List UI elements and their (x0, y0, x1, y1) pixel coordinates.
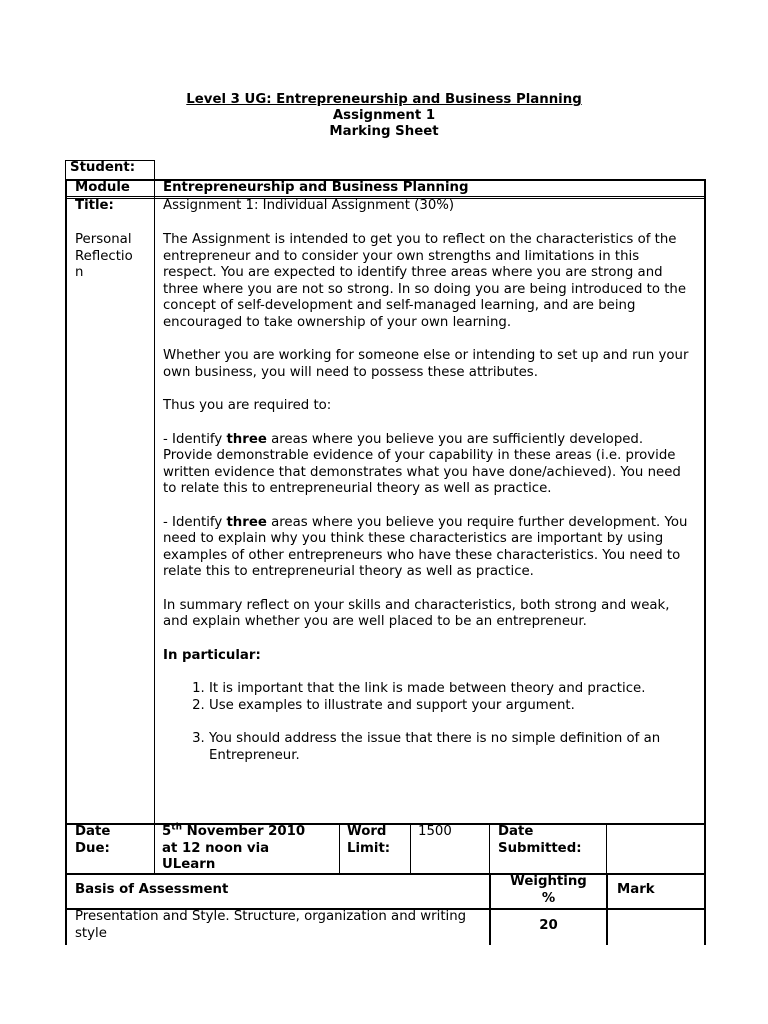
requirement-item: 2. Use examples to illustrate and support your argument. (209, 698, 695, 715)
date-due-label (75, 824, 110, 857)
date-suffix: th (171, 822, 182, 833)
criterion-weight: 20 (539, 918, 558, 933)
instruction-text: areas where you believe you require further development. You need to explain why you think these characteristics are important by using examples of other entrepreneurs who have these characteristics. You need to relate this to entrepreneurial theory as well as practice. (163, 514, 688, 579)
reflection-label-line: Personal (75, 232, 132, 247)
assessment-col-div-2 (606, 873, 608, 945)
title-label: Title: (75, 198, 114, 213)
instruction-prefix: - Identify (163, 431, 227, 447)
due-col-div-2 (339, 823, 340, 875)
due-col-div-3 (410, 823, 411, 875)
reflection-label-line: Reflectio (75, 248, 133, 264)
word-limit-label-line: Word (347, 824, 387, 839)
strengths-instruction (163, 432, 695, 498)
instruction-emphasis: three (226, 431, 267, 447)
weighting-header (491, 874, 606, 907)
date-submitted-label-line: Date (498, 824, 534, 839)
date-due-line: at 12 noon via (162, 840, 270, 856)
requirements-list (163, 681, 695, 764)
course-title: Level 3 UG: Entrepreneurship and Business Planning (186, 92, 582, 107)
reflection-content (163, 232, 695, 764)
mark-header: Mark (617, 882, 655, 897)
student-label: Student: (70, 160, 136, 175)
basis-of-assessment-header: Basis of Assessment (75, 882, 229, 897)
due-col-div-5 (606, 823, 607, 875)
document-header (0, 92, 768, 140)
instruction-emphasis: three (226, 514, 267, 530)
development-instruction (163, 515, 695, 581)
reflection-paragraph: Thus you are required to: (163, 398, 332, 413)
date-due-label-line: Due: (75, 840, 110, 856)
date-month-year: November 2010 (181, 824, 306, 839)
assignment-title: Assignment 1 (332, 108, 436, 123)
date-due-value (162, 824, 305, 874)
instruction-text: areas where you believe you are sufficiently developed. Provide demonstrable evidence of your capability in these areas (i.e. provide written evidence that demonstrates what you have done/achieved). You need to relate this to entrepreneurial theory as well as practice. (163, 431, 681, 496)
in-particular-heading: In particular: (163, 647, 261, 663)
word-limit-label-line: Limit: (347, 840, 391, 856)
criterion-text: Presentation and Style. Structure, organization and writing style (75, 909, 467, 941)
date-submitted-label (498, 824, 582, 857)
reflection-paragraph: The Assignment is intended to get you to reflect on the characteristics of the entrepreneur and to consider your own strengths and limitations in this respect. You are expected to identify three areas where you are strong and three where you are not so strong. In so doing you are being introduced to the concept of self-development and self-managed learning, and are being encouraged to take ownership of your own learning. (163, 232, 687, 330)
date-due-line (162, 824, 305, 841)
date-submitted-label-line: Submitted: (498, 840, 582, 856)
module-label: Module (75, 180, 130, 195)
word-limit-label (347, 824, 390, 857)
reflection-label-line: n (75, 265, 84, 280)
due-col-div-1 (154, 823, 155, 875)
summary-paragraph: In summary reflect on your skills and characteristics, both strong and weak, and explain whether you are well placed to be an entrepreneur. (163, 597, 670, 629)
weighting-header-line: % (541, 890, 556, 906)
reflection-paragraph: Whether you are working for someone else or intending to set up and run your own business, you will need to possess these attributes. (163, 348, 689, 380)
label-column-divider (154, 179, 155, 825)
date-due-line: ULearn (162, 857, 216, 872)
requirement-item: 3. You should address the issue that there is no simple definition of an Entrepreneur. (209, 731, 695, 764)
requirement-item: 1. It is important that the link is made between theory and practice. (209, 681, 695, 698)
sheet-title: Marking Sheet (329, 124, 439, 139)
module-value: Entrepreneurship and Business Planning (163, 180, 469, 195)
due-col-div-4 (489, 823, 490, 875)
date-day: 5 (162, 824, 172, 839)
instruction-prefix: - Identify (163, 514, 227, 530)
weighting-header-line: Weighting (510, 874, 587, 889)
reflection-label (75, 232, 133, 282)
title-value: Assignment 1: Individual Assignment (30%) (163, 198, 455, 213)
word-limit-value: 1500 (418, 824, 452, 839)
date-due-label-line: Date (75, 824, 111, 839)
